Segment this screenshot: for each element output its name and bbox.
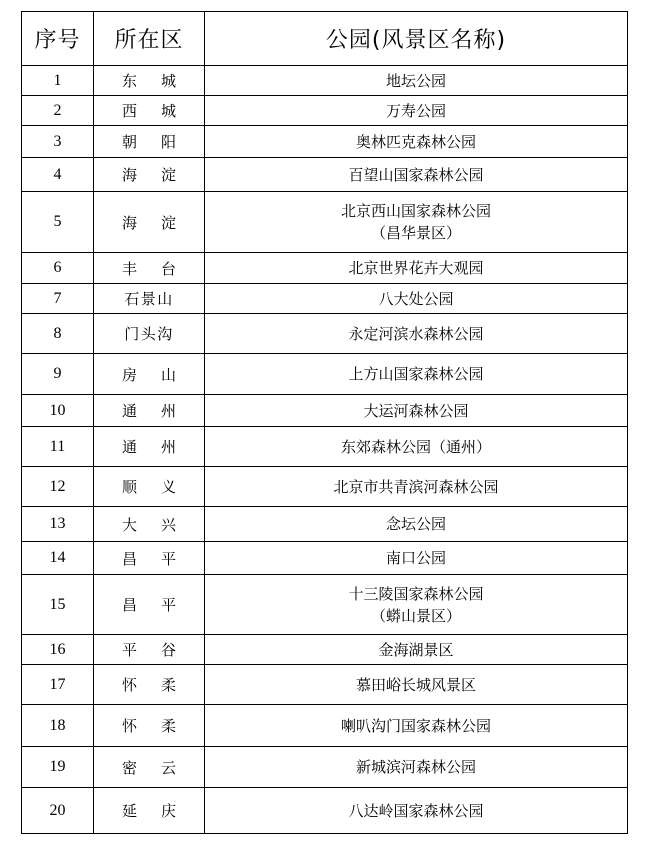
row-district xyxy=(94,395,205,427)
row-number: 6 xyxy=(22,253,94,284)
park-name-line: 大运河森林公园 xyxy=(363,401,469,420)
district-label: 密云 xyxy=(121,758,200,777)
table-row xyxy=(22,665,628,705)
row-district xyxy=(94,467,205,507)
park-name-line: （昌华景区） xyxy=(370,224,461,242)
park-name-line: （蟒山景区） xyxy=(370,606,461,625)
table-row xyxy=(22,788,628,834)
row-number: 2 xyxy=(22,96,94,126)
row-park-name xyxy=(205,354,628,395)
row-park-name xyxy=(205,314,628,354)
row-number: 3 xyxy=(22,126,94,158)
header-district: 所在区 xyxy=(94,12,205,66)
district-label: 房山 xyxy=(121,365,200,384)
district-label: 昌平 xyxy=(121,549,200,568)
district-label: 丰台 xyxy=(121,259,200,278)
header-row xyxy=(22,12,628,66)
row-number: 19 xyxy=(22,747,94,788)
district-label: 延庆 xyxy=(121,802,200,820)
table-row xyxy=(22,747,628,788)
district-label: 通州 xyxy=(121,402,200,420)
row-district xyxy=(94,253,205,284)
row-number: 18 xyxy=(22,705,94,747)
row-district xyxy=(94,354,205,395)
district-label: 朝阳 xyxy=(121,133,200,151)
row-district xyxy=(94,66,205,96)
table-row xyxy=(22,575,628,635)
header-park-name: 公园(风景区名称) xyxy=(205,12,628,66)
row-park-name xyxy=(205,542,628,575)
table-row xyxy=(22,66,628,96)
row-district xyxy=(94,314,205,354)
row-number: 20 xyxy=(22,788,94,834)
table-row xyxy=(22,705,628,747)
park-name-line: 新城滨河森林公园 xyxy=(355,758,476,776)
header-number: 序号 xyxy=(22,12,94,66)
table-row xyxy=(22,96,628,126)
district-label: 顺义 xyxy=(121,478,200,496)
row-park-name xyxy=(205,467,628,507)
row-district xyxy=(94,96,205,126)
row-number: 7 xyxy=(22,284,94,314)
table-body xyxy=(22,66,628,834)
park-name-line: 百望山国家森林公园 xyxy=(348,165,484,184)
row-number: 11 xyxy=(22,427,94,467)
row-district xyxy=(94,507,205,542)
row-park-name xyxy=(205,158,628,192)
row-park-name xyxy=(205,635,628,665)
row-district xyxy=(94,635,205,665)
park-name-line: 十三陵国家森林公园 xyxy=(348,584,484,603)
row-park-name xyxy=(205,66,628,96)
table-row xyxy=(22,395,628,427)
district-label: 通州 xyxy=(121,438,200,456)
row-number: 13 xyxy=(22,507,94,542)
table-row xyxy=(22,253,628,284)
row-district xyxy=(94,192,205,253)
park-name-line: 金海湖景区 xyxy=(378,640,454,659)
row-district xyxy=(94,126,205,158)
row-park-name xyxy=(205,788,628,834)
row-district xyxy=(94,427,205,467)
district-label: 海淀 xyxy=(121,166,200,184)
row-park-name xyxy=(205,575,628,635)
table-row xyxy=(22,126,628,158)
parks-table xyxy=(21,11,628,834)
district-label: 海淀 xyxy=(121,213,200,232)
row-park-name xyxy=(205,96,628,126)
table-row xyxy=(22,354,628,395)
park-name-line: 八达岭国家森林公园 xyxy=(348,801,484,820)
row-number: 10 xyxy=(22,395,94,427)
row-district xyxy=(94,665,205,705)
table-row xyxy=(22,467,628,507)
row-district xyxy=(94,575,205,635)
row-number: 8 xyxy=(22,314,94,354)
park-name-line: 喇叭沟门国家森林公园 xyxy=(340,716,491,735)
row-number: 4 xyxy=(22,158,94,192)
row-district xyxy=(94,158,205,192)
park-name-line: 万寿公园 xyxy=(385,101,446,120)
district-label: 东城 xyxy=(121,72,200,90)
row-number: 1 xyxy=(22,66,94,96)
row-district xyxy=(94,747,205,788)
table-row xyxy=(22,427,628,467)
district-label: 石景山 xyxy=(124,290,174,308)
row-number: 5 xyxy=(22,192,94,253)
row-district xyxy=(94,788,205,834)
park-name-line: 慕田峪长城风景区 xyxy=(355,675,476,694)
row-district xyxy=(94,284,205,314)
park-name-line: 奥林匹克森林公园 xyxy=(355,132,476,151)
district-label: 怀柔 xyxy=(121,717,200,735)
row-park-name xyxy=(205,253,628,284)
park-name-line: 北京世界花卉大观园 xyxy=(348,259,484,277)
park-name-line: 永定河滨水森林公园 xyxy=(348,324,484,343)
table-row xyxy=(22,192,628,253)
table-row xyxy=(22,635,628,665)
row-district xyxy=(94,542,205,575)
row-park-name xyxy=(205,126,628,158)
row-park-name xyxy=(205,747,628,788)
table-row xyxy=(22,507,628,542)
park-name-line: 北京西山国家森林公园 xyxy=(340,202,491,220)
park-name-line: 念坛公园 xyxy=(385,515,446,533)
park-name-line: 南口公园 xyxy=(385,549,446,567)
row-number: 15 xyxy=(22,575,94,635)
row-park-name xyxy=(205,705,628,747)
district-label: 大兴 xyxy=(121,515,200,534)
district-label: 门头沟 xyxy=(124,325,174,343)
district-label: 怀柔 xyxy=(121,676,200,694)
table-row xyxy=(22,314,628,354)
row-number: 17 xyxy=(22,665,94,705)
park-name-line: 东郊森林公园（通州） xyxy=(340,437,491,456)
row-park-name xyxy=(205,284,628,314)
table-row xyxy=(22,284,628,314)
row-number: 9 xyxy=(22,354,94,395)
district-label: 平谷 xyxy=(121,641,200,659)
row-park-name xyxy=(205,395,628,427)
park-name-line: 北京市共青滨河森林公园 xyxy=(333,477,499,496)
row-number: 12 xyxy=(22,467,94,507)
row-district xyxy=(94,705,205,747)
district-label: 昌平 xyxy=(121,596,200,614)
park-name-line: 上方山国家森林公园 xyxy=(348,365,484,383)
row-park-name xyxy=(205,507,628,542)
row-park-name xyxy=(205,192,628,253)
park-name-line: 八大处公园 xyxy=(378,289,454,308)
table-row xyxy=(22,158,628,192)
row-number: 16 xyxy=(22,635,94,665)
row-number: 14 xyxy=(22,542,94,575)
row-park-name xyxy=(205,665,628,705)
park-name-line: 地坛公园 xyxy=(385,71,446,90)
row-park-name xyxy=(205,427,628,467)
table-row xyxy=(22,542,628,575)
district-label: 西城 xyxy=(121,102,200,120)
